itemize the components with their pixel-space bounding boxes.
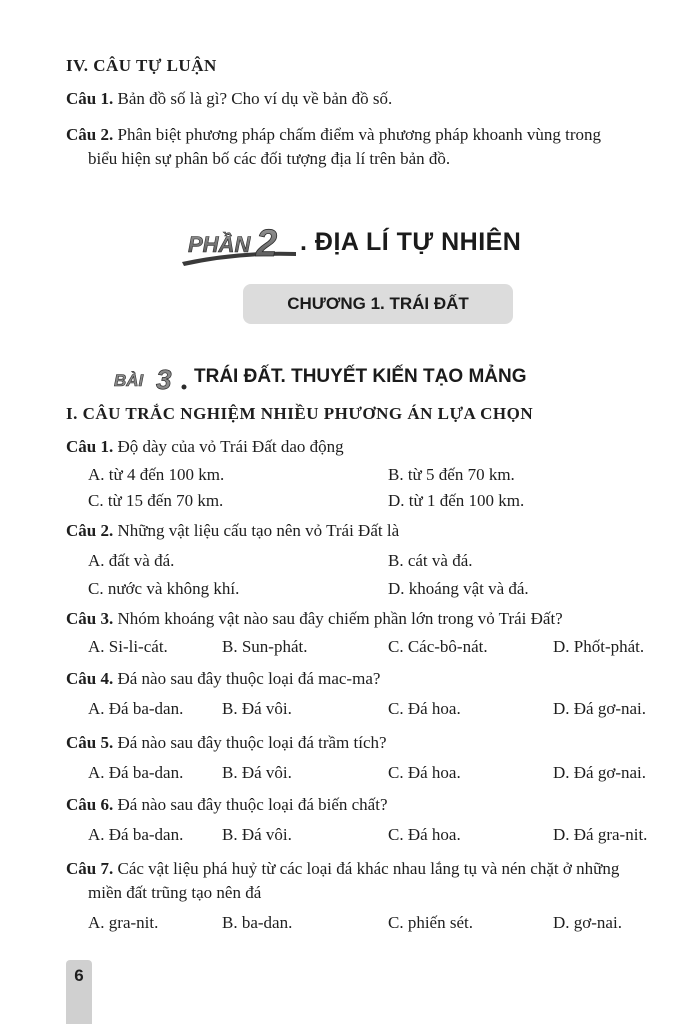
question-3: Câu 3. Nhóm khoáng vật nào sau đây chiếm phần lớn trong vỏ Trái Đất? — [66, 609, 563, 628]
q2-option-c: C. nước và không khí. — [88, 579, 240, 598]
q3-option-a: A. Si-li-cát. — [88, 637, 168, 656]
lesson-logo-number: 3 — [156, 364, 172, 395]
q5-option-b: B. Đá vôi. — [222, 763, 292, 782]
question-7-cont: miền đất trũng tạo nên đá — [88, 883, 262, 902]
q1-option-a: A. từ 4 đến 100 km. — [88, 465, 225, 484]
lesson-title: TRÁI ĐẤT. THUYẾT KIẾN TẠO MẢNG — [194, 366, 527, 387]
q2-option-b: B. cát và đá. — [388, 551, 473, 570]
q3-option-d: D. Phốt-phát. — [553, 637, 645, 656]
part-logo-number: 2 — [256, 223, 278, 265]
q1-option-c: C. từ 15 đến 70 km. — [88, 491, 224, 510]
q2-option-d: D. khoáng vật và đá. — [388, 579, 529, 598]
q3-option-b: B. Sun-phát. — [222, 637, 308, 656]
q4-option-b: B. Đá vôi. — [222, 699, 292, 718]
q4-option-a: A. Đá ba-dan. — [88, 699, 184, 718]
essay-question-2: Câu 2. Phân biệt phương pháp chấm điểm và phương pháp khoanh vùng trong — [66, 125, 602, 144]
chapter-title: CHƯƠNG 1. TRÁI ĐẤT — [243, 284, 513, 324]
page-number: 6 — [74, 966, 84, 985]
essay-question-1: Câu 1. Bản đồ số là gì? Cho ví dụ về bản đồ số. — [66, 89, 393, 108]
part-title: . ĐỊA LÍ TỰ NHIÊN — [300, 228, 522, 256]
essay-question-2-cont: biểu hiện sự phân bố các đối tượng địa lí trên bản đồ. — [88, 149, 451, 168]
q3-option-c: C. Các-bô-nát. — [388, 637, 488, 656]
question-2: Câu 2. Những vật liệu cấu tạo nên vỏ Trái Đất là — [66, 521, 400, 540]
q6-option-d: D. Đá gra-nit. — [553, 825, 648, 844]
question-1: Câu 1. Độ dày của vỏ Trái Đất dao động — [66, 437, 344, 456]
q6-option-b: B. Đá vôi. — [222, 825, 292, 844]
q5-option-d: D. Đá gơ-nai. — [553, 763, 647, 782]
q6-option-c: C. Đá hoa. — [388, 825, 461, 844]
part-logo — [178, 222, 298, 268]
q2-option-a: A. đất và đá. — [88, 551, 175, 570]
question-5: Câu 5. Đá nào sau đây thuộc loại đá trầm tích? — [66, 733, 387, 752]
q1-option-d: D. từ 1 đến 100 km. — [388, 491, 525, 510]
lesson-logo — [112, 362, 190, 396]
q7-option-a: A. gra-nit. — [88, 913, 159, 932]
q5-option-a: A. Đá ba-dan. — [88, 763, 184, 782]
q6-option-a: A. Đá ba-dan. — [88, 825, 184, 844]
q4-option-c: C. Đá hoa. — [388, 699, 461, 718]
question-7: Câu 7. Các vật liệu phá huỷ từ các loại đá khác nhau lắng tụ và nén chặt ở những — [66, 859, 620, 878]
q5-option-c: C. Đá hoa. — [388, 763, 461, 782]
q7-option-b: B. ba-dan. — [222, 913, 293, 932]
essay-heading: IV. CÂU TỰ LUẬN — [66, 56, 217, 75]
lesson-logo-text: BÀI — [114, 371, 144, 390]
q7-option-d: D. gơ-nai. — [553, 913, 622, 932]
q7-option-c: C. phiến sét. — [388, 913, 473, 932]
mcq-heading: I. CÂU TRẮC NGHIỆM NHIỀU PHƯƠNG ÁN LỰA CHỌN — [66, 404, 534, 423]
part-logo-text: PHẦN — [188, 232, 251, 257]
question-4: Câu 4. Đá nào sau đây thuộc loại đá mac-ma? — [66, 669, 381, 688]
q1-option-b: B. từ 5 đến 70 km. — [388, 465, 515, 484]
question-6: Câu 6. Đá nào sau đây thuộc loại đá biến chất? — [66, 795, 388, 814]
q4-option-d: D. Đá gơ-nai. — [553, 699, 647, 718]
